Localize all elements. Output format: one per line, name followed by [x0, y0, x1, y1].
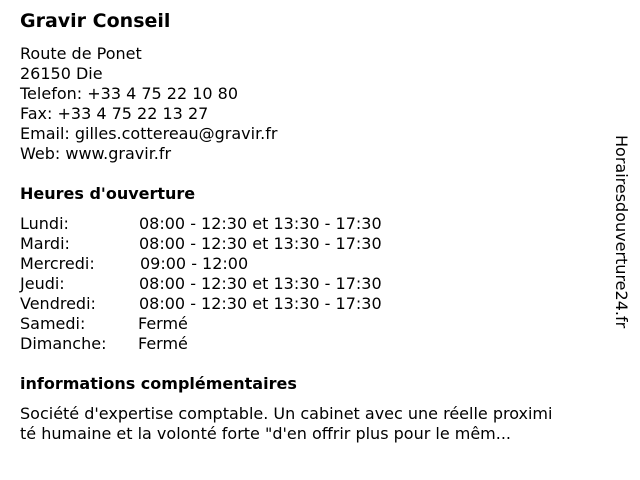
- hours-time-sunday: Fermé: [138, 334, 188, 353]
- opening-hours-heading: Heures d'ouverture: [20, 184, 196, 203]
- hours-day-thursday: Jeudi:: [20, 274, 65, 293]
- additional-info-heading: informations complémentaires: [20, 374, 297, 393]
- address-city: 26150 Die: [20, 64, 103, 83]
- hours-day-sunday: Dimanche:: [20, 334, 107, 353]
- hours-time-monday: 08:00 - 12:30 et 13:30 - 17:30: [139, 214, 382, 233]
- address-street: Route de Ponet: [20, 44, 142, 63]
- hours-time-saturday: Fermé: [138, 314, 188, 333]
- site-watermark: [612, 135, 636, 375]
- web-line: Web: www.gravir.fr: [20, 144, 172, 163]
- additional-info-text: [20, 404, 600, 444]
- hours-day-monday: Lundi:: [20, 214, 69, 233]
- hours-time-tuesday: 08:00 - 12:30 et 13:30 - 17:30: [139, 234, 382, 253]
- fax-line: Fax: +33 4 75 22 13 27: [20, 104, 209, 123]
- hours-time-thursday: 08:00 - 12:30 et 13:30 - 17:30: [139, 274, 382, 293]
- hours-day-tuesday: Mardi:: [20, 234, 70, 253]
- hours-day-friday: Vendredi:: [20, 294, 96, 313]
- hours-day-wednesday: Mercredi:: [20, 254, 95, 273]
- hours-day-saturday: Samedi:: [20, 314, 86, 333]
- phone-line: Telefon: +33 4 75 22 10 80: [20, 84, 239, 103]
- hours-time-wednesday: 09:00 - 12:00: [140, 254, 249, 273]
- business-name: Gravir Conseil: [20, 10, 171, 32]
- additional-info-line-1: Société d'expertise comptable. Un cabinet avec une réelle proximi: [20, 404, 553, 423]
- hours-time-friday: 08:00 - 12:30 et 13:30 - 17:30: [139, 294, 382, 313]
- email-line: Email: gilles.cottereau@gravir.fr: [20, 124, 278, 143]
- site-watermark-text: Horairesdouverture24.fr: [612, 135, 631, 329]
- additional-info-line-2: té humaine et la volonté forte "d'en offrir plus pour le mêm...: [20, 424, 512, 443]
